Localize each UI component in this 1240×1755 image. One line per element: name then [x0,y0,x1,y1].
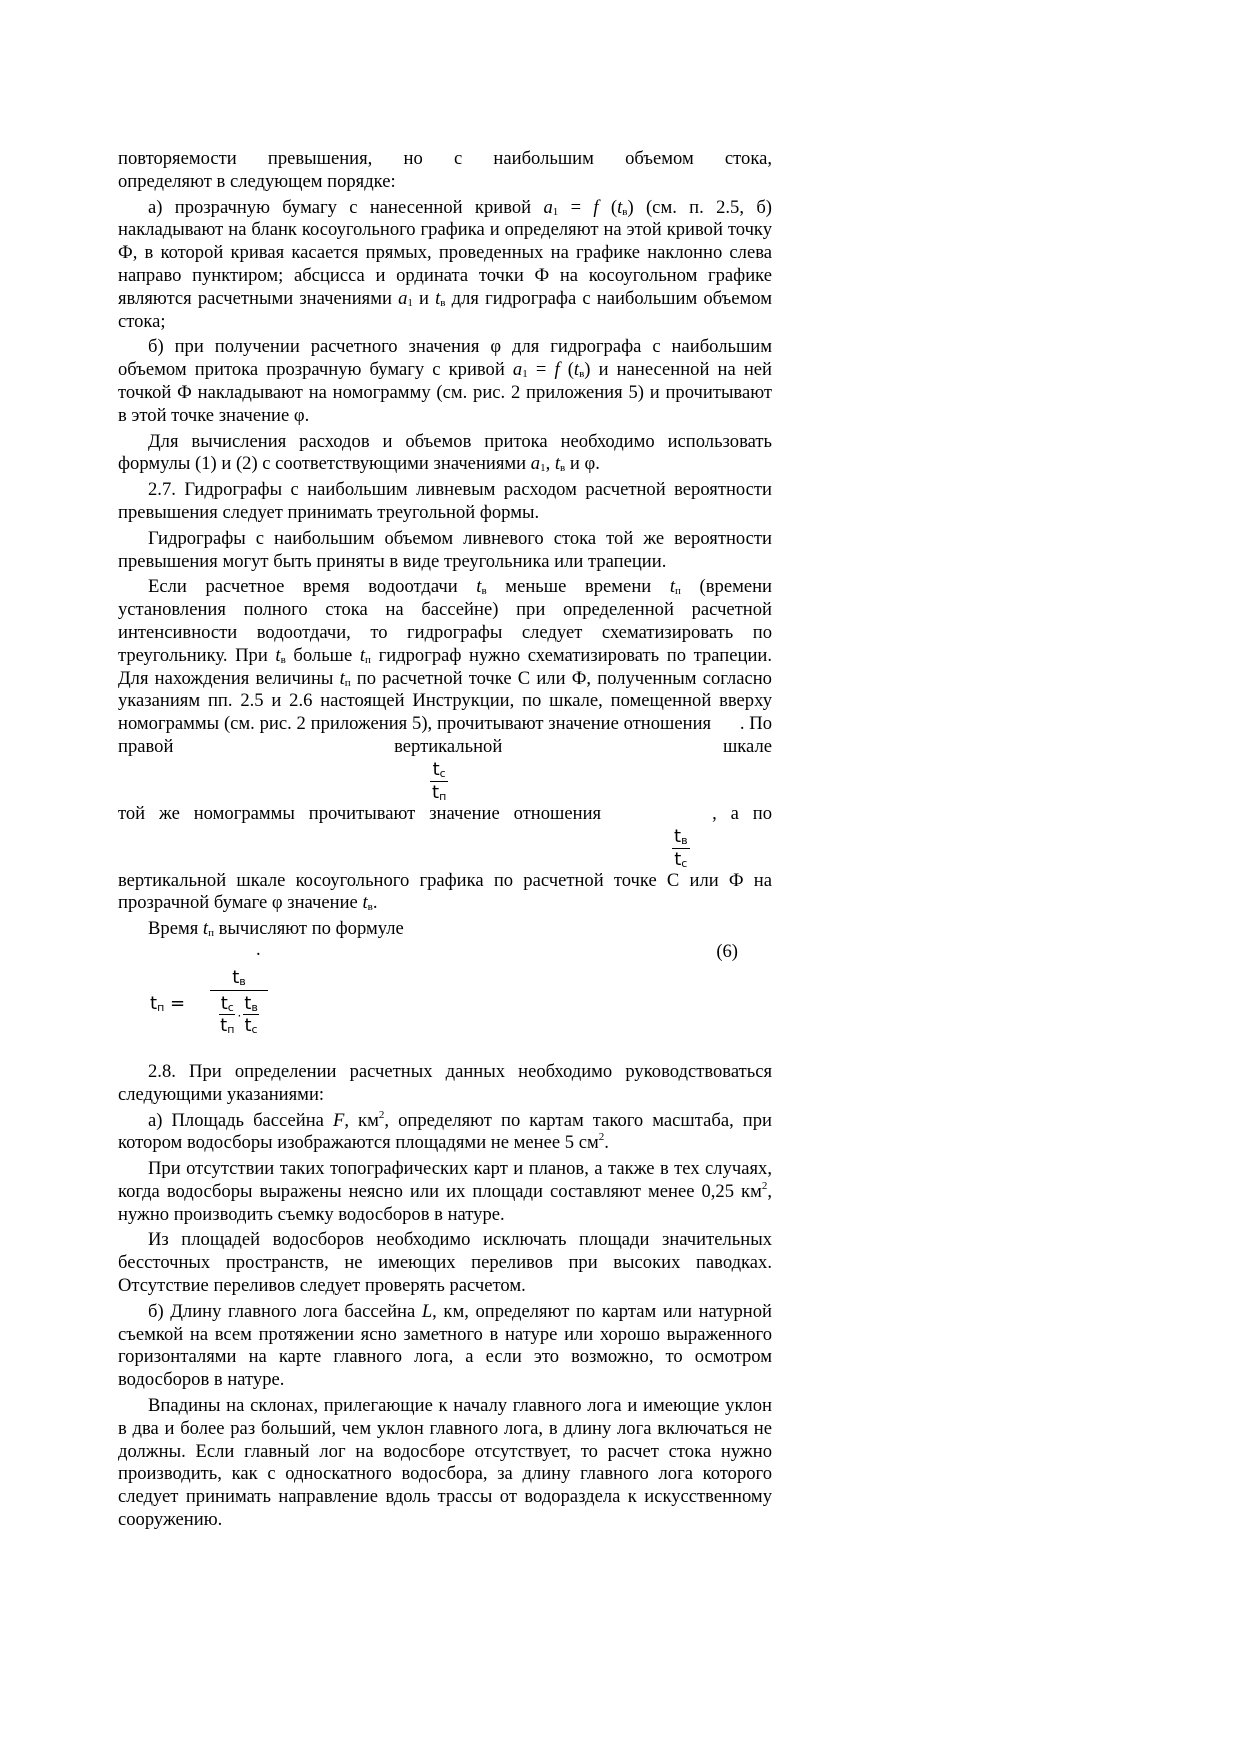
fraction-tc-tp-row [118,759,772,803]
paragraph: вертикальной шкале косоугольного графика по расчетной точке С или Ф на прозрачной бумаге φ значение $t_в$. [118,869,772,914]
paragraph: Если расчетное время водоотдачи $t_в$ меньше времени $t_п$ (времени установления полного стока на бассейне) при определенной расчетной интенсивности водоотдачи, то гидрографы следует схематизировать по треугольнику. При $t_в$ больше $t_п$ гидрограф нужно схематизировать по трапеции. Для нахождения величины $t_п$ по расчетной точке С или Ф, полученным согласно указаниям пп. 2.5 и 2.6 настоящей Инструкции, по шкале, помещенной вверху номограммы (см. рис. 2 приложения 5), прочитывают значение отношения . По правой вертикальной шкале [118,576,773,757]
formula-lhs: $t_п$ = [150,992,186,1014]
equation-number: (6) [716,940,738,962]
paragraph: б) Длину главного лога бассейна L, км, определяют по картам или натурной съемкой на всем протяжении ясно заметного в натуре или хорошо выраженного горизонталями на карте главного лога, а если это возможно, то осмотром водосборов в натуре. [118,1300,772,1391]
paragraph: Из площадей водосборов необходимо исключать площади значительных бессточных пространств, не имеющих переливов при высоких паводках. Отсутствие переливов следует проверять расчетом. [118,1229,772,1297]
multiply-dot: · [237,1008,242,1023]
fraction-tv-over-tc: $t_в$ $t_с$ [674,825,688,870]
formula-main-fraction: $t_в$ $t_с$ $t_п$ · $t_в$ $t_с$ [210,967,268,1036]
paragraph: а) Площадь бассейна F, $км^2$, определяют по картам такого масштаба, при котором водосборы изображаются площадями не менее 5 $см^2$. [118,1108,772,1154]
paragraph: б) при получении расчетного значения φ для гидрографа с наибольшим объемом притока прозрачную бумагу с кривой $a_1 = f$ $(t_в)$ и нанесенной на ней точкой Ф накладывают на номограмму (см. рис. 2 приложения 5) и прочитывают в этой точке значение φ. [118,336,772,426]
paragraph: Гидрографы с наибольшим объемом ливневого стока той же вероятности превышения могут быть приняты в виде треугольника или трапеции. [118,527,772,572]
equation-number-row [118,938,772,965]
paragraph-line: той же номограммы прочитывают значение отношения , а по [118,802,772,824]
paragraph: Для вычисления расходов и объемов притока необходимо использовать формулы (1) и (2) с соответствующими значениями $a_1$, $t_в$ и φ. [118,430,772,475]
fraction-tc-over-tp: $t_с$ $t_п$ [220,992,235,1036]
fraction-tv-over-tc: $t_в$ $t_с$ [244,992,258,1036]
paragraph: При отсутствии таких топографических карт и планов, а также в тех случаях, когда водосборы выражены неясно или их площади составляют менее 0,25 $км^2$, нужно производить съемку водосборов в натуре. [118,1158,772,1225]
paragraph: определяют в следующем порядке: [118,170,396,192]
fraction-tv-tc-row [118,826,772,870]
equation-dot: . [256,938,261,960]
paragraph: 2.7. Гидрографы с наибольшим ливневым расходом расчетной вероятности превышения следует принимать треугольной формы. [118,479,772,523]
paragraph-line: повторяемости превышения, но с наибольшим объемом стока, [118,148,772,169]
paragraph: Впадины на склонах, прилегающие к началу главного лога и имеющие уклон в два и более раз больший, чем уклон главного лога, в длину лога включаться не должны. Если главный лог на водосборе отсутствует, то расчет стока нужно производить, как с односкатного водосбора, за длину главного лога которого следует принимать направление вдоль трассы от водораздела к искусственному сооружению. [118,1395,772,1531]
fraction-tc-over-tp: $t_с$ $t_п$ [432,758,447,803]
formula-tp [150,965,772,1061]
paragraph: 2.8. При определении расчетных данных необходимо руководствоваться следующими указаниями: [118,1060,772,1105]
document-body [118,148,772,1532]
paragraph: а) прозрачную бумагу с нанесенной кривой $a_1 = f$ $(t_в)$ (см. п. 2.5, б) накладывают на бланк косоугольного графика и определяют на этой кривой точку Ф, в которой кривая касается прямых, проведенных на графике наклонно слева направо пунктиром; абсцисса и ордината точки Ф на косоугольном графике являются расчетными значениями $a_1$ и $t_в$ для гидрографа с наибольшим объемом стока; [118,196,772,332]
paragraph: Время $t_п$ вычисляют по формуле [148,918,404,940]
